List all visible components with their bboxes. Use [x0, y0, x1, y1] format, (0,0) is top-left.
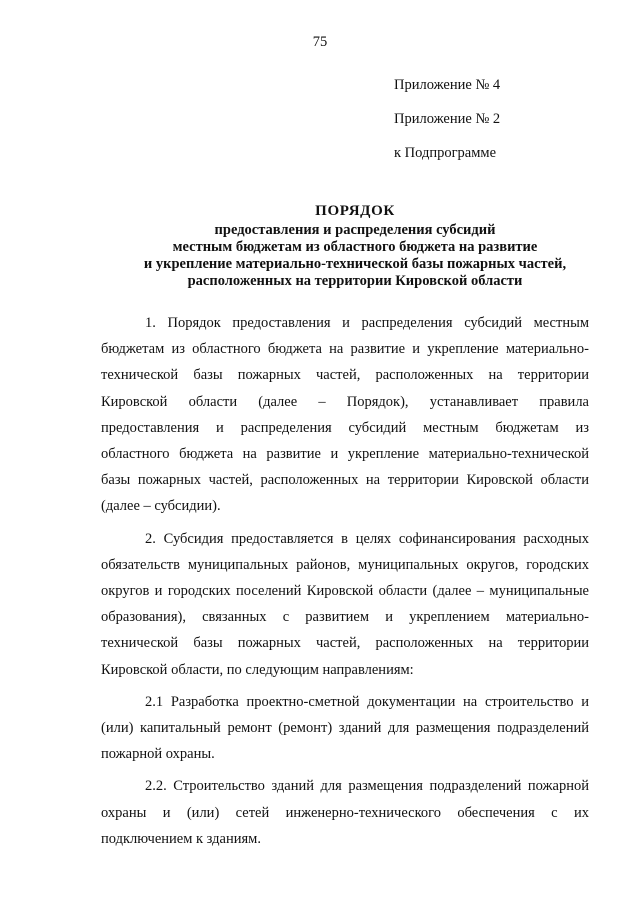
- text-line: бюджетам из областного бюджета на развитие и укрепление материально-: [101, 341, 589, 358]
- text-line: образования), связанных с развитием и укреплением материально-: [101, 609, 589, 626]
- text-line: округов и городских поселений Кировской области (далее – муниципальные: [101, 583, 589, 600]
- appendix-line-3: к Подпрограмме: [394, 145, 497, 161]
- page-number: 75: [312, 34, 328, 50]
- text-line: 2. Субсидия предоставляется в целях софинансирования расходных: [145, 530, 589, 547]
- text-line: пожарной охраны.: [101, 746, 215, 763]
- title-line-2: местным бюджетам из областного бюджета на развитие: [172, 239, 538, 255]
- text-line: технической базы пожарных частей, расположенных на территории: [101, 635, 589, 652]
- text-line: 1. Порядок предоставления и распределения субсидий местным: [145, 315, 589, 331]
- paragraph-2-1: [101, 689, 589, 768]
- text-line: областного бюджета на развитие и укрепление материально-технической: [101, 446, 589, 463]
- appendix-line-2: Приложение № 2: [394, 111, 501, 127]
- document-title: [90, 203, 620, 290]
- text-line: 2.1 Разработка проектно-сметной документации на строительство и: [145, 693, 589, 710]
- text-line: 2.2. Строительство зданий для размещения подразделений пожарной: [145, 778, 589, 795]
- text-line: (далее – субсидии).: [101, 498, 221, 515]
- text-line: технической базы пожарных частей, расположенных на территории: [101, 367, 589, 384]
- title-line-3: и укрепление материально-технической базы пожарных частей,: [143, 256, 567, 272]
- title-main: ПОРЯДОК: [315, 203, 395, 219]
- paragraph-2-2: [101, 773, 589, 852]
- title-line-4: расположенных на территории Кировской области: [187, 273, 523, 289]
- text-line: предоставления и распределения субсидий местным бюджетам из: [101, 419, 589, 436]
- text-line: охраны и (или) сетей инженерно-технического обеспечения с их: [101, 804, 589, 821]
- paragraph-2: [101, 526, 589, 683]
- text-line: подключением к зданиям.: [101, 830, 261, 847]
- text-line: Кировской области (далее – Порядок), устанавливает правила: [101, 393, 589, 410]
- appendix-line-1: Приложение № 4: [394, 77, 501, 93]
- text-line: обязательств муниципальных районов, муниципальных округов, городских: [101, 556, 589, 573]
- text-line: Кировской области, по следующим направлениям:: [101, 661, 414, 678]
- paragraph-1: [101, 310, 589, 520]
- text-line: (или) капитальный ремонт (ремонт) зданий для размещения подразделений: [101, 720, 589, 737]
- title-line-1: предоставления и распределения субсидий: [214, 222, 496, 238]
- text-line: базы пожарных частей, расположенных на территории Кировской области: [101, 472, 589, 489]
- document-body: [101, 310, 589, 852]
